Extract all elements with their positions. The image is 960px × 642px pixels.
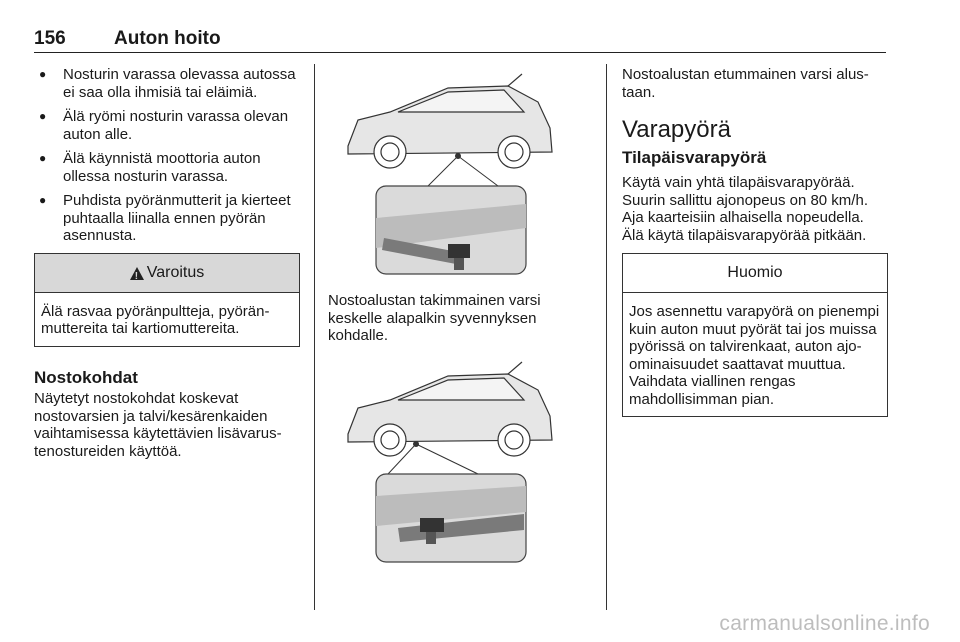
section-heading-lifting-points: Nostokohdat [34,367,138,387]
temporary-spare-text: Käytä vain yhtä tilapäisvarapyörää. Suurin sallittu ajonopeus on 80 km/h. Aja kaarteisiin alhaisella nopeudella. Älä käytä tilapäisvarapyörää pitkään. [622,174,868,244]
bullet-item: ● Älä ryömi nosturin varassa olevan auton alle. [34,108,300,143]
rear-jack-caption: Nostoalustan takimmainen varsi keskelle alapalkin syvennyksen kohdalle. [328,292,541,344]
note-text: Jos asennettu varapyörä on pienempi kuin auton muut pyörät tai jos muissa pyörissä on talvirenkaat, auton ajo-ominaisuudet saattavat muuttua. Vaihdata viallinen rengas mahdollisimman pian. [629,303,880,408]
bullet-item: ● Puhdista pyöränmutterit ja kierteet puhtaalla liinalla ennen pyörän asennusta. [34,192,300,245]
front-jack-point-illustration [328,356,592,566]
left-column [34,66,300,460]
subheading-temporary-spare: Tilapäisvarapyörä [622,147,767,167]
warning-title: Varoitus [146,263,205,281]
section-heading-spare-wheel: Varapyörä [622,116,731,143]
safety-bullet-list [34,66,300,245]
rear-jack-point-illustration [328,68,592,278]
page-header [34,26,886,53]
bullet-item: ● Nosturin varassa olevassa autossa ei saa olla ihmisiä tai eläimiä. [34,66,300,101]
note-box [622,253,888,417]
warning-box [34,253,300,347]
note-header [623,254,887,293]
note-title: Huomio [727,264,783,282]
warning-header [35,254,299,293]
watermark: carmanualsonline.info [719,612,930,635]
warning-triangle-icon [130,267,144,280]
front-jack-caption: Nostoalustan etummainen varsi alustaan. [622,66,869,101]
column-divider-left [314,64,315,610]
page-number: 156 [34,28,66,49]
bullet-item: ● Älä käynnistä moottoria auton ollessa nosturin varassa. [34,150,300,185]
chapter-title: Auton hoito [114,28,221,49]
column-divider-right [606,64,607,610]
lifting-points-text: Näytetyt nostokohdat koskevat nostovarsien ja talvi/kesärenkaiden vaihtamisessa käytettävien lisävarustenostureiden käyttöä. [34,390,282,460]
warning-text: Älä rasvaa pyöränpultteja, pyöränmuttereita tai kartiomuttereita. [41,302,270,337]
right-column [622,66,888,417]
